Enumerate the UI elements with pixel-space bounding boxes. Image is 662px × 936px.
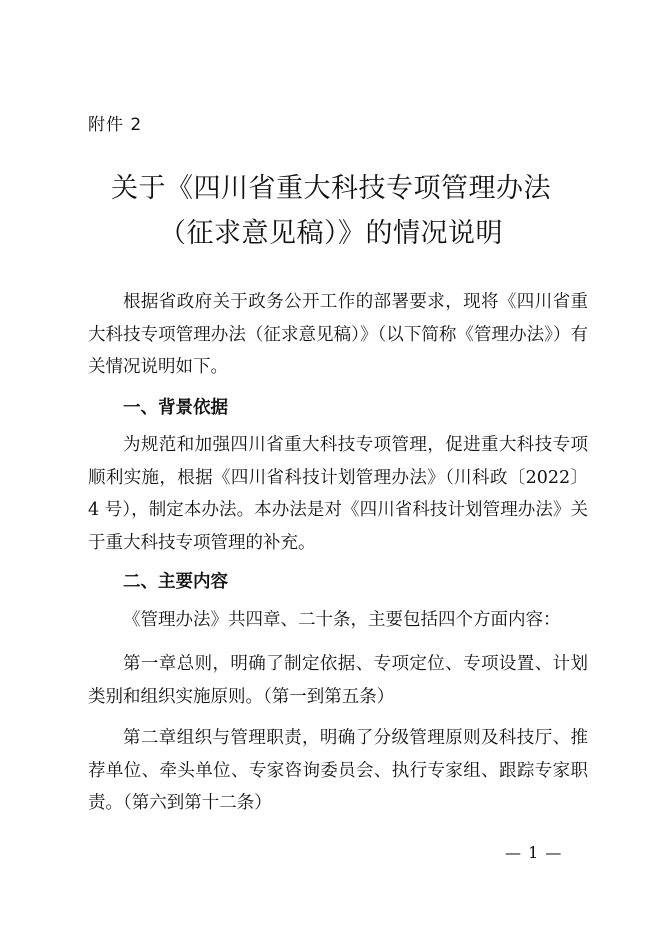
main-content-summary: 《管理办法》共四章、二十条，主要包括四个方面内容： <box>123 610 561 630</box>
section-heading-main-content: 二、主要内容 <box>123 572 228 592</box>
document-title-line-1: 关于《四川省重大科技专项管理办法 <box>111 173 551 204</box>
document-title-line-2: （征求意见稿）》的情况说明 <box>159 218 503 249</box>
chapter-1-paragraph: 第一章总则，明确了制定依据、专项定位、专项设置、计划类别和组织实施原则。（第一到第五条） <box>88 654 588 707</box>
background-paragraph: 为规范和加强四川省重大科技专项管理，促进重大科技专项顺利实施，根据《四川省科技计划管理办法》（川科政〔2022〕4 号），制定本办法。本办法是对《四川省科技计划管理办法》关于重大科技专项管理的补充。 <box>88 435 588 553</box>
chapter-2-paragraph: 第二章组织与管理职责，明确了分级管理原则及科技厅、推荐单位、牵头单位、专家咨询委员会、执行专家组、跟踪专家职责。（第六到第十二条） <box>88 728 588 813</box>
attachment-label: 附件 2 <box>88 115 143 135</box>
page-number: — 1 — <box>505 843 563 862</box>
section-heading-background: 一、背景依据 <box>123 398 228 418</box>
intro-paragraph: 根据省政府关于政务公开工作的部署要求，现将《四川省重大科技专项管理办法（征求意见稿）》（以下简称《管理办法》）有关情况说明如下。 <box>88 292 588 377</box>
